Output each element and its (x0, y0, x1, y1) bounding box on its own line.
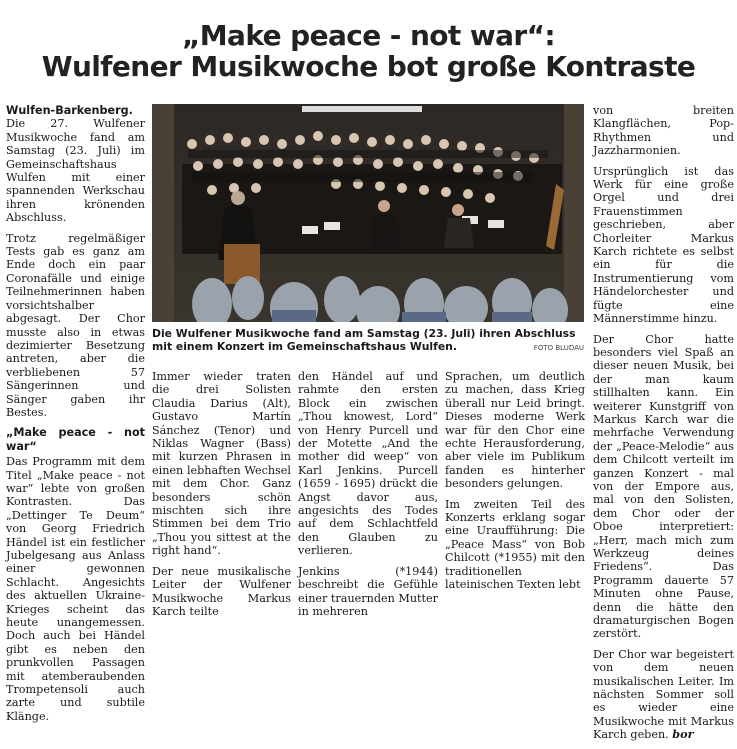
photo-caption: Die Wulfener Musikwoche fand am Samstag (23. Juli) ihren Abschluss mit einem Konzert im Gemeinschaftshaus Wulfen. (152, 327, 576, 353)
headline (0, 20, 737, 82)
concert-photo (152, 104, 584, 322)
paragraph: Trotz regelmäßiger Tests gab es ganz am Ende doch ein paar Coronafälle und einige Teilnehmerinnen haben vorsichtshalber abgesagt. Der Chor musste also in etwas dezimierter Besetzung antreten, aber die verbliebenen 57 Sängerinnen und Sänger gaben ihr Bestes. (6, 231, 145, 419)
paragraph: Der Chor hatte besonders viel Spaß an dieser neuen Musik, bei der man kaum stillhalten kann. Ein weiterer Kunstgriff von Markus Karch war die mehrfache Verwendung der „Peace-Melodie“ aus dem Chilcott verteilt im ganzen Konzert - mal von der Empore aus, mal von den Solisten, dem Chor oder der Oboe interpretiert: „Herr, mach mich zum Werkzeug deines Friedens“. Das Programm dauerte 57 Minuten ohne Pause, denn die hätte den dramaturgischen Bogen zerstört. (593, 332, 734, 641)
paragraph: Jenkins (*1944) beschreibt die Gefühle einer trauernden Mutter in mehreren (298, 564, 438, 618)
subheading: „Make peace - not war“ (6, 426, 145, 453)
paragraph: Im zweiten Teil des Konzerts erklang sogar eine Uraufführung: Die „Peace Mass“ von Bob Chilcott (*1955) mit den traditionellen lateinischen Texten lebt (445, 497, 585, 592)
paragraph (593, 648, 734, 742)
dateline: Wulfen-Barkenberg. (6, 104, 133, 117)
headline-line-2: Wulfener Musikwoche bot große Kontraste (41, 50, 696, 83)
paragraph: Sprachen, um deutlich zu machen, dass Krieg überall nur Leid bringt. Dieses moderne Werk war für den Chor eine echte Herausforderung, aber viele im Publikum fanden es hinterher besonders gelungen. (445, 370, 585, 491)
text-column-2 (152, 370, 291, 625)
text-column-4 (445, 370, 585, 599)
paragraph (6, 104, 145, 225)
paragraph: von breiten Klangflächen, Pop-Rhythmen und Jazzharmonien. (593, 104, 734, 158)
author-byline: bor (672, 727, 694, 742)
text-column-3 (298, 370, 438, 625)
paragraph-text: Die 27. Wulfener Musikwoche fand am Samstag (23. Juli) im Gemeinschaftshaus Wulfen mit einer spannenden Werkschau ihren krönenden Abschluss. (6, 117, 145, 225)
text-column-5 (593, 104, 734, 749)
photo-credit: FOTO BLUDAU (533, 344, 584, 352)
paragraph: den Händel auf und rahmte den ersten Block ein zwischen „Thou knowest, Lord“ von Henry Purcell und der Motette „And the mother did weep“ von Karl Jenkins. Purcell (1659 - 1695) drückt die Angst davor aus, angesichts des Todes auf dem Schlachtfeld den Glauben zu verlieren. (298, 370, 438, 558)
paragraph: Ursprünglich ist das Werk für eine große Orgel und drei Frauenstimmen geschrieben, aber Chorleiter Markus Karch richtete es selbst ein für die Instrumentierung vom Händelorchester und fügte eine Männerstimme hinzu. (593, 164, 734, 326)
paragraph: Immer wieder traten die drei Solisten Claudia Darius (Alt), Gustavo Martín Sánchez (Tenor) und Niklas Wagner (Bass) mit kurzen Phrasen in einen lebhaften Wechsel mit dem Chor. Ganz besonders schön mischten sich ihre Stimmen bei dem Trio „Thou you sittest at the right hand“. (152, 370, 291, 558)
paragraph-text: Der Chor war begeistert von dem neuen musikalischen Leiter. Im nächsten Sommer soll es wieder eine Musikwoche mit Markus Karch geben. (593, 647, 734, 742)
paragraph: Der neue musikalische Leiter der Wulfener Musikwoche Markus Karch teilte (152, 564, 291, 618)
paragraph: Das Programm mit dem Titel „Make peace - not war“ lebte von großen Kontrasten. Das „Dettinger Te Deum“ von Georg Friedrich Händel ist ein festlicher Jubelgesang aus Anlass einer gewonnen Schlacht. Angesichts des aktuellen Ukraine-Krieges scheint das heute unangemessen. Doch auch bei Händel gibt es neben den prunkvollen Passagen mit atemberaubenden Trompetensoli auch zarte und subtile Klänge. (6, 455, 145, 723)
text-column-1 (6, 104, 145, 730)
headline-line-1: „Make peace - not war“: (181, 19, 556, 52)
